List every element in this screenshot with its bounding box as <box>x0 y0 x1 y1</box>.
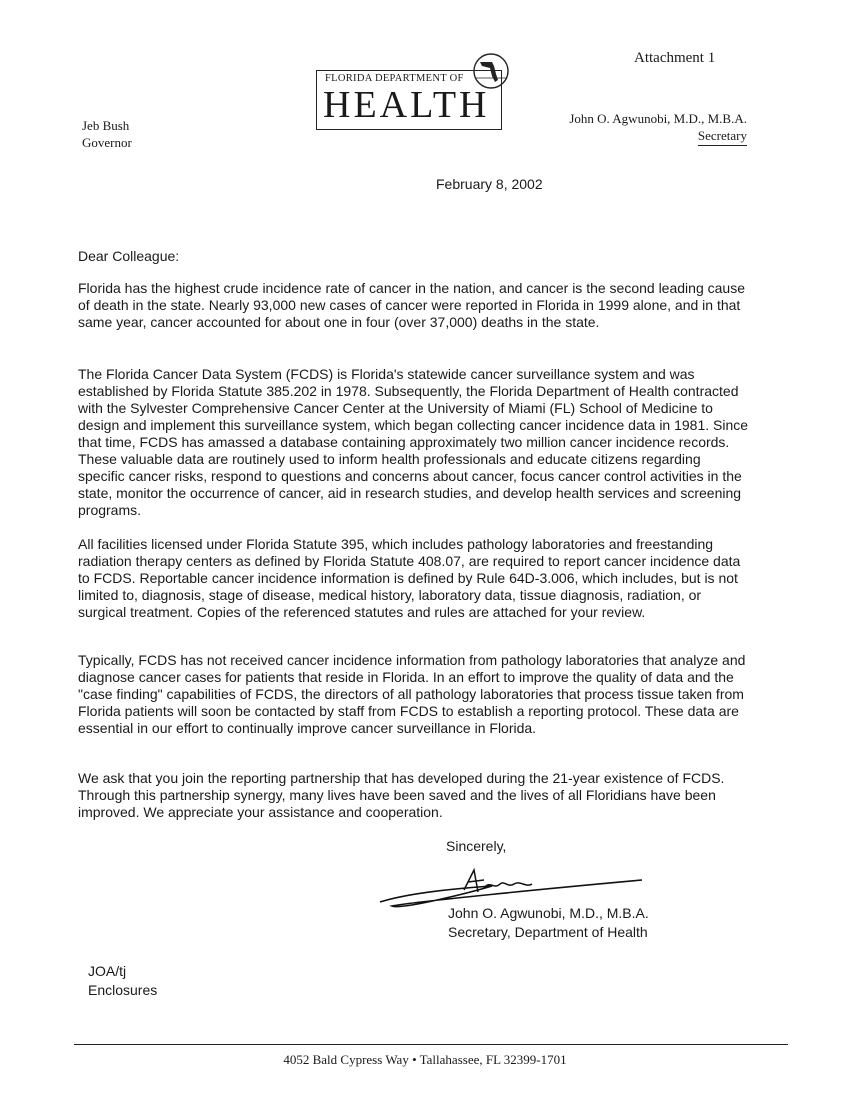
paragraph-1 <box>78 280 750 331</box>
paragraph-4 <box>78 652 750 737</box>
attachment-label: Attachment 1 <box>634 50 716 66</box>
signer-name: John O. Agwunobi, M.D., M.B.A. <box>448 905 649 921</box>
logo-main-text: HEALTH <box>323 84 490 126</box>
paragraph-text: All facilities licensed under Florida Statute 395, which includes pathology laboratories and freestanding radiation therapy centers as defined by Florida Statute 408.07, are required to report cancer incidence data to FCDS. Reportable cancer incidence information is defined by Rule 64D-3.006, which includes, but is not limited to, diagnosis, stage of disease, medical history, laboratory data, tissue diagnosis, radiation, or surgical treatment. Copies of the referenced statutes and rules are attached for your review. <box>78 536 741 620</box>
typist-initials: JOA/tj <box>88 963 127 979</box>
letter-date: February 8, 2002 <box>436 176 543 192</box>
governor-block <box>82 117 132 151</box>
salutation: Dear Colleague: <box>78 248 180 264</box>
logo-frame <box>316 70 502 130</box>
signer-title: Secretary, Department of Health <box>448 924 648 940</box>
paragraph-2 <box>78 366 750 519</box>
department-logo <box>312 58 512 130</box>
paragraph-text: The Florida Cancer Data System (FCDS) is Florida's statewide cancer surveillance system and was established by Florida Statute 385.202 in 1978. Subsequently, the Florida Department of Health contracted with the Sylvester Comprehensive Cancer Center at the University of Miami (FL) School of Medicine to design and implement this surveillance system, which began collecting cancer incidence data in 1981. Since that time, FCDS has amassed a database containing approximately two million cancer incidence records. These valuable data are routinely used to inform health professionals and educate citizens regarding specific cancer risks, respond to questions and concerns about cancer, focus cancer control activities in the state, monitor the occurrence of cancer, aid in research studies, and develop health services and screening programs. <box>78 366 749 518</box>
logo-top-text: FLORIDA DEPARTMENT OF <box>325 73 464 84</box>
paragraph-text: Typically, FCDS has not received cancer incidence information from pathology laboratories that analyze and diagnose cancer cases for patients that reside in Florida. In an effort to improve the quality of data and the "case finding" capabilities of FCDS, the directors of all pathology laboratories that process tissue taken from Florida patients will soon be contacted by staff from FCDS to establish a reporting protocol. These data are essential in our effort to continually improve cancer surveillance in Florida. <box>78 652 746 736</box>
signer-block <box>448 904 649 942</box>
footer-divider <box>74 1044 788 1045</box>
reference-block <box>88 962 157 1000</box>
secretary-title: Secretary <box>698 127 747 146</box>
secretary-name: John O. Agwunobi, M.D., M.B.A. <box>569 111 747 126</box>
governor-title: Governor <box>82 135 132 150</box>
closing: Sincerely, <box>446 838 507 854</box>
enclosures-label: Enclosures <box>88 982 158 998</box>
footer-address: 4052 Bald Cypress Way • Tallahassee, FL 32399-1701 <box>283 1052 567 1067</box>
paragraph-text: Florida has the highest crude incidence rate of cancer in the nation, and cancer is the second leading cause of death in the state. Nearly 93,000 new cases of cancer were reported in Florida in 1999 alone, and in that same year, cancer accounted for about one in four (over 37,000) deaths in the state. <box>78 280 745 330</box>
secretary-block <box>569 110 747 146</box>
paragraph-text: We ask that you join the reporting partnership that has developed during the 21-year existence of FCDS. Through this partnership synergy, many lives have been saved and the lives of all Floridians have been improved. We appreciate your assistance and cooperation. <box>78 770 725 820</box>
governor-name: Jeb Bush <box>82 118 130 133</box>
paragraph-5 <box>78 770 750 821</box>
paragraph-3 <box>78 536 750 621</box>
